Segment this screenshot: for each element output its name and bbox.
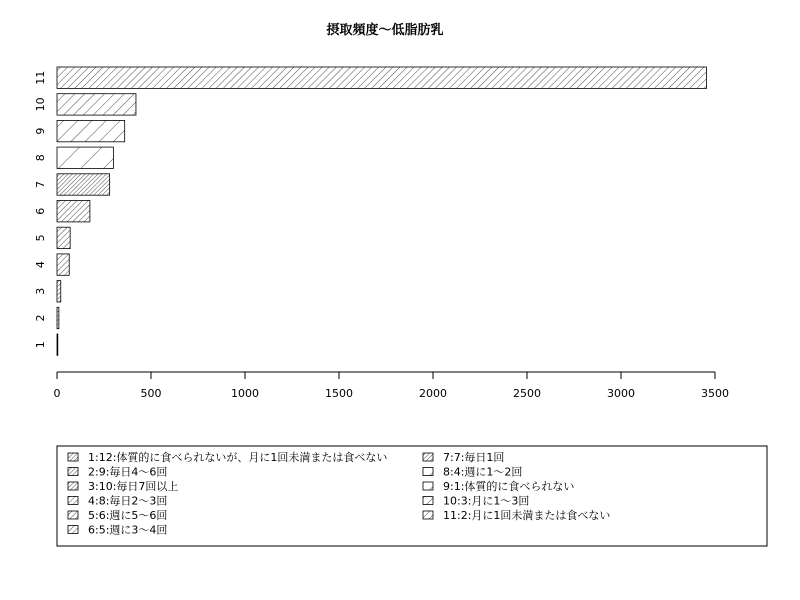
- x-tick-label: 500: [140, 387, 162, 400]
- x-axis: [54, 372, 730, 400]
- y-tick-label: 8: [34, 154, 47, 162]
- y-axis: [34, 71, 47, 349]
- y-tick-label: 3: [34, 287, 47, 295]
- bar: [57, 174, 110, 195]
- y-tick-label: 6: [34, 207, 47, 215]
- legend-key: [68, 468, 78, 476]
- legend-label: 9:1:体質的に食べられない: [443, 480, 575, 493]
- bar: [57, 67, 707, 88]
- y-tick-label: 9: [34, 127, 47, 135]
- x-tick-label: 1500: [325, 387, 353, 400]
- legend-label: 1:12:体質的に食べられないが、月に1回未満または食べない: [88, 451, 388, 464]
- legend-key: [423, 497, 433, 505]
- bar: [57, 281, 61, 302]
- y-tick-label: 4: [34, 261, 47, 269]
- bar: [57, 307, 59, 328]
- legend-label: 10:3:月に1〜3回: [443, 494, 530, 508]
- legend-label: 5:6:週に5〜6回: [88, 509, 168, 522]
- chart-title: 摂取頻度〜低脂肪乳: [326, 23, 444, 38]
- y-tick-label: 11: [34, 70, 47, 85]
- bar: [57, 227, 70, 248]
- legend-label: 6:5:週に3〜4回: [88, 523, 168, 537]
- legend-label: 7:7:毎日1回: [443, 451, 505, 464]
- y-tick-label: 5: [34, 234, 47, 242]
- legend-key: [68, 511, 78, 519]
- legend-key: [423, 511, 433, 519]
- bar: [57, 147, 113, 168]
- x-tick-label: 2000: [419, 387, 447, 400]
- legend-key: [423, 482, 433, 490]
- y-tick-label: 7: [34, 181, 47, 188]
- legend: [57, 446, 767, 546]
- y-tick-label: 1: [34, 341, 47, 349]
- legend-label: 8:4:週に1〜2回: [443, 465, 523, 479]
- x-tick-label: 1000: [231, 387, 259, 400]
- bar: [57, 334, 58, 355]
- legend-key: [68, 497, 78, 505]
- x-tick-label: 3500: [701, 387, 729, 400]
- bar: [57, 201, 90, 222]
- legend-key: [68, 526, 78, 534]
- legend-label: 2:9:毎日4〜6回: [88, 465, 168, 479]
- y-tick-label: 2: [34, 314, 47, 322]
- legend-key: [68, 453, 78, 461]
- legend-key: [423, 468, 433, 476]
- x-tick-label: 3000: [607, 387, 635, 400]
- x-tick-label: 2500: [513, 387, 541, 400]
- legend-key: [423, 453, 433, 461]
- legend-label: 11:2:月に1回未満または食べない: [443, 509, 611, 522]
- x-tick-label: 0: [53, 387, 61, 400]
- legend-key: [68, 482, 78, 490]
- bar: [57, 120, 125, 141]
- bar: [57, 94, 136, 115]
- legend-label: 3:10:毎日7回以上: [88, 480, 179, 493]
- bars-group: [57, 67, 707, 355]
- legend-label: 4:8:毎日2〜3回: [88, 494, 168, 508]
- y-tick-label: 10: [34, 97, 47, 112]
- bar: [57, 254, 69, 275]
